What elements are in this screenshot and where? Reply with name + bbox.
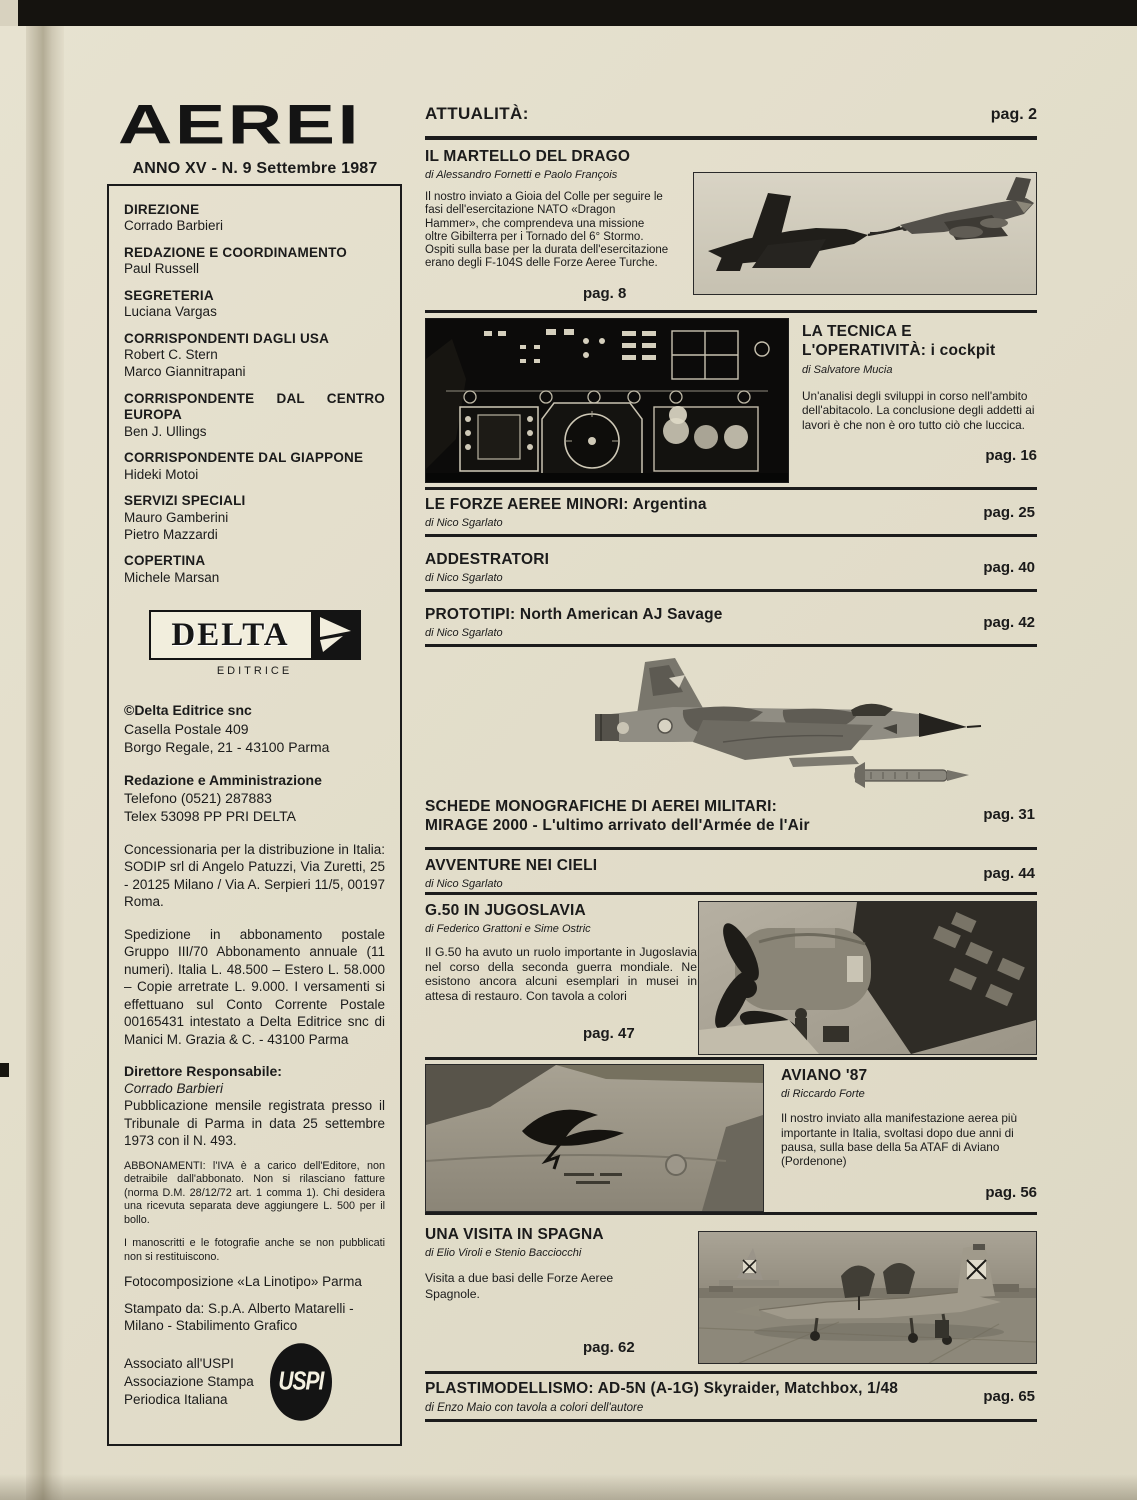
telex-line: Telex 53098 PP PRI DELTA bbox=[124, 808, 296, 825]
article-page-ref: pag. 65 bbox=[983, 1388, 1035, 1405]
article-page-ref: pag. 16 bbox=[985, 446, 1037, 464]
issue-line: ANNO XV - N. 9 Settembre 1987 bbox=[132, 160, 378, 177]
section-divider bbox=[425, 310, 1037, 313]
staff-role: SEGRETERIA bbox=[124, 288, 214, 304]
toc-entry-g50 bbox=[425, 901, 1037, 1055]
article-author: di Enzo Maio con tavola a colori dell'autore bbox=[425, 1402, 644, 1415]
article-summary: Il nostro inviato a Gioia del Colle per seguire le fasi dell'esercitazione NATO «Dragon Hammer», che comprendeva una missione oltre Gibilterra per i Tornado del 6° Stormo. Ospiti sulla base per la durata dell'esercitazione erano degli F-104S delle Forze Aeree Turche. bbox=[425, 191, 669, 269]
article-author: di Alessandro Fornetti e Paolo François bbox=[425, 169, 618, 182]
toc-section-label: ATTUALITÀ: bbox=[425, 104, 529, 123]
article-page-ref: pag. 56 bbox=[985, 1184, 1037, 1201]
staff-role: CORRISPONDENTI DAGLI USA bbox=[124, 331, 330, 347]
magazine-logo: AEREI bbox=[118, 93, 362, 157]
article-page-ref: pag. 62 bbox=[583, 1339, 635, 1356]
toc-entry-spagna bbox=[425, 1221, 1037, 1369]
article-title: PLASTIMODELLISMO: AD-5N (A-1G) Skyraider, Matchbox, 1/48 bbox=[425, 1380, 899, 1397]
toc-section-page-ref: pag. 2 bbox=[990, 106, 1037, 123]
publisher-subtitle: EDITRICE bbox=[216, 665, 293, 678]
staff-section bbox=[124, 288, 385, 321]
article-author: di Federico Grattoni e Sime Ostric bbox=[425, 923, 591, 936]
entry-text bbox=[802, 322, 1037, 464]
staff-section bbox=[124, 202, 385, 235]
section-divider bbox=[425, 1057, 1037, 1060]
staff-name: Paul Russell bbox=[124, 261, 200, 277]
article-title: AVIANO '87 bbox=[781, 1067, 868, 1084]
staff-name: Corrado Barbieri bbox=[124, 218, 224, 234]
article-author: di Riccardo Forte bbox=[781, 1088, 865, 1101]
staff-role: CORRISPONDENTE DAL GIAPPONE bbox=[124, 450, 364, 466]
staff-name: Marco Giannitrapani bbox=[124, 364, 246, 380]
subscriptions-fine-print: ABBONAMENTI: l'IVA è a carico dell'Editore, non detraibile dall'abbonato. Non si rilasciano fatture (norma D.M. 28/12/72 art. 1 comma 1). Chi desidera una ricevuta separata deve aggiungere L. 500 per il bollo. bbox=[124, 1159, 385, 1226]
article-title: LA TECNICA E L'OPERATIVITÀ: i cockpit bbox=[802, 323, 996, 360]
director-name: Corrado Barbieri bbox=[124, 1080, 224, 1096]
association-lines bbox=[124, 1355, 254, 1410]
staff-section bbox=[124, 331, 385, 381]
toc-entry-martello bbox=[425, 147, 1037, 310]
director-title: Direttore Responsabile: bbox=[124, 1062, 282, 1079]
staff-role: SERVIZI SPECIALI bbox=[124, 493, 246, 509]
scan-bottom-shadow bbox=[0, 1474, 1137, 1500]
article-title: ADDESTRATORI bbox=[425, 551, 550, 568]
staff-name: Hideki Motoi bbox=[124, 466, 199, 482]
scan-edge-mark bbox=[0, 1063, 9, 1077]
staff-section bbox=[124, 391, 385, 440]
entry-text bbox=[425, 147, 675, 270]
toc-entry-prototipi bbox=[425, 605, 1037, 639]
spanish-f5-photo bbox=[698, 1231, 1037, 1364]
address-line: Borgo Regale, 21 - 43100 Parma bbox=[124, 738, 330, 755]
staff-name: Mauro Gamberini bbox=[124, 509, 229, 525]
article-page-ref: pag. 40 bbox=[983, 559, 1035, 576]
printer-line: Stampato da: S.p.A. Alberto Matarelli - Milano - Stabilimento Grafico bbox=[124, 1300, 354, 1334]
staff-name: Michele Marsan bbox=[124, 569, 220, 585]
publisher-logo bbox=[149, 610, 361, 677]
staff-name: Robert C. Stern bbox=[124, 347, 218, 363]
section-divider bbox=[425, 487, 1037, 490]
section-divider bbox=[425, 1212, 1037, 1215]
toc-entry-plastimodellismo bbox=[425, 1379, 1037, 1414]
aerial-refueling-photo bbox=[693, 172, 1037, 295]
article-title: LE FORZE AEREE MINORI: Argentina bbox=[425, 496, 707, 513]
article-summary: Il nostro inviato alla manifestazione aerea più importante in Italia, svoltasi dopo due anni di pausa, sulla base della 5a ATAF di Aviano (Pordenone) bbox=[781, 1111, 1018, 1168]
entry-text bbox=[425, 901, 705, 1003]
section-divider bbox=[425, 847, 1037, 850]
article-summary: Visita a due basi delle Forze Aeree Spagnole. bbox=[425, 1271, 614, 1301]
article-title: AVVENTURE NEI CIELI bbox=[425, 857, 598, 874]
copyright-line: ©Delta Editrice snc bbox=[124, 702, 252, 719]
publisher-address bbox=[124, 701, 385, 756]
admin-contacts bbox=[124, 771, 385, 826]
toc-entry-addestratori bbox=[425, 550, 1037, 584]
article-author: di Elio Viroli e Stenio Bacciocchi bbox=[425, 1247, 582, 1260]
mirage-2000-profile-drawing bbox=[553, 650, 1008, 796]
typesetting-line: Fotocomposizione «La Linotipo» Parma bbox=[124, 1274, 362, 1290]
section-divider bbox=[425, 644, 1037, 647]
article-summary: Un'analisi degli sviluppi in corso nell'ambito dell'abitacolo. La conclusione degli addetti ai lavori è che non è oro tutto ciò che luccica. bbox=[802, 388, 1035, 432]
phone-line: Telefono (0521) 287883 bbox=[124, 790, 272, 807]
delta-logo-box bbox=[149, 610, 361, 660]
staff-name: Luciana Vargas bbox=[124, 304, 217, 320]
section-divider bbox=[425, 1371, 1037, 1374]
staff-section bbox=[124, 493, 385, 543]
distribution-paragraph: Concessionaria per la distribuzione in Italia: SODIP srl di Angelo Patuzzi, Via Zuretti, 25 - 20125 Milano / Via A. Serpieri 11/5, 00197 Roma. bbox=[124, 841, 385, 910]
article-title: IL MARTELLO DEL DRAGO bbox=[425, 148, 631, 165]
director-block bbox=[124, 1062, 385, 1150]
association-row bbox=[124, 1351, 385, 1413]
association-line: Periodica Italiana bbox=[124, 1392, 228, 1408]
toc-entry-tecnica bbox=[425, 318, 1037, 484]
delta-logo-text: DELTA bbox=[171, 616, 290, 653]
toc-entry-aviano bbox=[425, 1064, 1037, 1210]
section-divider bbox=[425, 892, 1037, 895]
staff-section bbox=[124, 450, 385, 483]
aviano-fuselage-photo bbox=[425, 1064, 764, 1212]
toc-header bbox=[425, 104, 1037, 124]
delta-arrow-icon bbox=[311, 612, 359, 658]
article-title: PROTOTIPI: North American AJ Savage bbox=[425, 606, 723, 623]
staff-role: REDAZIONE E COORDINAMENTO bbox=[124, 245, 348, 261]
table-of-contents bbox=[425, 0, 1037, 1500]
entry-text bbox=[425, 1225, 685, 1302]
article-title-line2: MIRAGE 2000 - L'ultimo arrivato dell'Armée de l'Air bbox=[425, 817, 810, 835]
address-line: Casella Postale 409 bbox=[124, 720, 249, 737]
uspi-logo: USPI bbox=[270, 1343, 332, 1421]
masthead-staff-box bbox=[107, 184, 402, 1446]
section-divider bbox=[425, 534, 1037, 537]
article-page-ref: pag. 31 bbox=[983, 806, 1035, 823]
registration-note: Pubblicazione mensile registrata presso il Tribunale di Parma in data 25 settembre 1973 con il N. 493. bbox=[124, 1098, 385, 1149]
cockpit-photo bbox=[425, 318, 789, 483]
section-divider bbox=[425, 136, 1037, 140]
article-summary: Il G.50 ha avuto un ruolo importante in Jugoslavia nel corso della seconda guerra mondiale. Ne esistono ancora alcuni esemplari in musei in attesa di restauro. Con tavola a colori bbox=[425, 945, 697, 1003]
article-author: di Nico Sgarlato bbox=[425, 878, 503, 891]
subscription-paragraph: Spedizione in abbonamento postale Gruppo III/70 Abbonamento annuale (11 numeri). Italia L. 48.500 – Estero L. 58.000 – Copie arretrate L. 9.000. I versamenti si effettuano sul Conto Corrente Postale 00165431 intestato a Delta Editrice snc di Manici M. Grazia & C. - 43100 Parma bbox=[124, 926, 385, 1048]
scan-top-corner bbox=[0, 0, 18, 26]
staff-role: COPERTINA bbox=[124, 553, 206, 569]
article-author: di Nico Sgarlato bbox=[425, 517, 503, 530]
association-line: Associato all'USPI bbox=[124, 1355, 234, 1371]
staff-role: DIREZIONE bbox=[124, 202, 200, 217]
g50-propeller-photo bbox=[698, 901, 1037, 1055]
page-spine-shadow bbox=[26, 26, 64, 1500]
article-title-line1: SCHEDE MONOGRAFICHE DI AEREI MILITARI: bbox=[425, 798, 778, 815]
section-divider bbox=[425, 1419, 1037, 1422]
article-page-ref: pag. 47 bbox=[583, 1025, 635, 1042]
association-line: Associazione Stampa bbox=[124, 1373, 254, 1389]
entry-text bbox=[781, 1066, 1037, 1201]
staff-name: Ben J. Ullings bbox=[124, 423, 207, 439]
staff-role: CORRISPONDENTE DAL CENTRO EUROPA bbox=[124, 391, 385, 423]
article-page-ref: pag. 25 bbox=[983, 504, 1035, 521]
section-divider bbox=[425, 589, 1037, 592]
toc-entry-avventure bbox=[425, 856, 1037, 890]
admin-title: Redazione e Amministrazione bbox=[124, 772, 322, 788]
article-title: UNA VISITA IN SPAGNA bbox=[425, 1226, 604, 1243]
staff-name: Pietro Mazzardi bbox=[124, 526, 218, 542]
article-page-ref: pag. 42 bbox=[983, 614, 1035, 631]
article-author: di Nico Sgarlato bbox=[425, 572, 503, 585]
toc-entry-schede bbox=[425, 797, 1037, 836]
manuscripts-fine-print: I manoscritti e le fotografie anche se non pubblicati non si restituiscono. bbox=[124, 1237, 385, 1263]
article-title: G.50 IN JUGOSLAVIA bbox=[425, 902, 586, 919]
staff-section bbox=[124, 553, 385, 586]
staff-section bbox=[124, 245, 385, 278]
article-author: di Salvatore Mucia bbox=[802, 363, 893, 376]
toc-entry-forze bbox=[425, 495, 1037, 529]
article-author: di Nico Sgarlato bbox=[425, 627, 503, 640]
article-page-ref: pag. 44 bbox=[983, 865, 1035, 882]
article-page-ref: pag. 8 bbox=[583, 285, 627, 302]
